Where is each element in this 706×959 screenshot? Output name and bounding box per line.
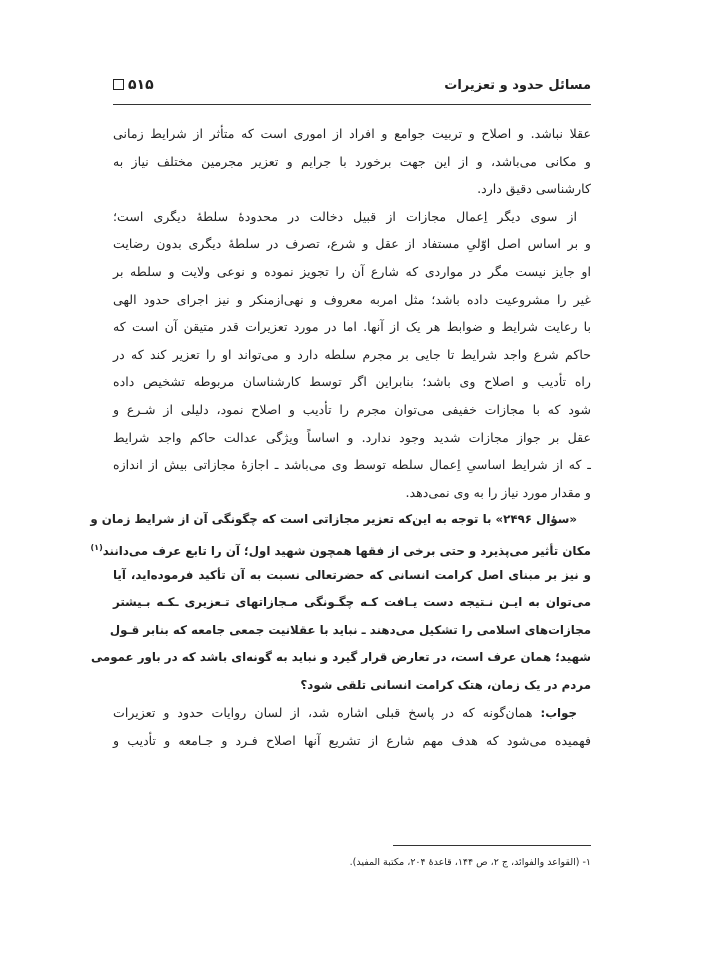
question-line <box>90 506 591 534</box>
paragraph-line: شود که با مجازات خفیفی می‌توان مجرم را تأدیب و اصلاح نمود، دلیلی از شـرع و <box>113 401 591 417</box>
question-line: مجازات‌های اسلامی را تشکیل می‌دهند ـ نباید با عقلانیت جمعی جامعه که بنابر قـول <box>109 622 591 637</box>
footnote-divider <box>393 845 591 846</box>
running-header <box>113 78 591 105</box>
footnote-marker: (۱) <box>90 542 103 552</box>
question-line: شهید؛ همان عرف است، در تعارض قرار گیرد و نباید به گونه‌ای باشد که در باور عمومی <box>91 650 591 665</box>
answer-line <box>113 699 591 727</box>
paragraph-line: عقلا نباشد. و اصلاح و تربیت جوامع و افراد از اموری است که متأثر از شرایط زمانی <box>113 126 591 141</box>
question-line: مردم در یک زمان، هتک کرامت انسانی تلقی شود؟ <box>300 677 591 692</box>
paragraph-line: کارشناسی دقیق دارد. <box>477 181 591 197</box>
question-number: «سؤال ۲۴۹۶» <box>495 512 577 527</box>
body-text <box>90 120 591 755</box>
running-header-title: مسائل حدود و تعزیرات <box>444 78 591 93</box>
paragraph-line: و بر اساس اصل اوّلیِ مستفاد از عقل و شرع، تصرف در سلطهٔ دیگری بدون رضایت <box>113 236 591 252</box>
answer-text: همان‌گونه که در پاسخ قبلی اشاره شد، از لسان روایات حدود و تعزیرات <box>113 705 533 721</box>
paragraph-line: و مکانی می‌باشد، و از این جهت برخورد با جرایم و تعزیر مجرمین مختلف نیاز به <box>113 153 591 169</box>
paragraph-line: ـ که از شرایط اساسیِ اِعمال سلطه توسط وی می‌باشد ـ اجازهٔ مجازاتی بیش از اندازه <box>113 457 591 473</box>
page-number-value: ۵۱۵ <box>128 77 154 93</box>
paragraph-line: از سوی دیگر اِعمال مجازات از قبیل دخالت در محدودهٔ سلطهٔ دیگری است؛ <box>113 208 577 224</box>
paragraph-line: حاکم شرع واجد شرایط تا جایی بر مجرم سلطه دارد و می‌تواند او را تعزیر کند که در <box>113 346 591 362</box>
paragraph-line: غیر را مشروعیت داده باشد؛ مثل امربه معروف و نهی‌ازمنکر و نیز اجرای حدود الهی <box>113 291 591 307</box>
paragraph-line: راه تأدیب و اصلاح وی باشد؛ بنابراین اگر توسط کارشناسان مربوطه تشخیص داده <box>113 374 591 390</box>
paragraph-line: با رعایت شرایط و ضوابط هر یک از آنها. اما در مورد تعزیرات قدر متیقن آن است که <box>113 319 591 335</box>
question-text: با توجه به این‌که تعزیر مجازاتی است که چگونگی آن از شرایط زمان و <box>90 512 492 527</box>
page-number <box>113 77 154 93</box>
paragraph-line: عقل بر جواز مجازات شدید وجود ندارد. و اساساً ویژگی عدالت حاکم واجد شرایط <box>113 429 591 445</box>
page-marker-square <box>113 79 124 90</box>
question-text: مکان تأثیر می‌پذیرد و حتی برخی از فقها همچون شهید اول؛ آن را تابع عرف می‌دانند <box>102 543 591 558</box>
question-line: و نیز بر مبنای اصل کرامت انسانی که حضرتعالی نسبت به آن تأکید فرموده‌اید، آیا <box>113 567 591 582</box>
paragraph-line: او جایز نیست مگر در مواردی که شارع آن را تجویز نموده و نوعی ولایت و سلطه بر <box>113 263 591 279</box>
question-line: می‌توان به ایـن نـتیجه دست یـافت کـه چگـونگی مـجازاتهای تـعزیری ـکـه بـیشتر <box>113 595 591 610</box>
footnote: ۱- (القواعد والفوائد، ج ۲، ص ۱۴۴، قاعدهٔ ۲۰۴، مکتبة المفید). <box>349 857 591 868</box>
paragraph-line: و مقدار مورد نیاز را به وی نمی‌دهد. <box>405 484 591 500</box>
answer-line: فهمیده می‌شود که هدف مهم شارع از تشریع آنها اصلاح فـرد و جـامعه و تأدیب و <box>113 733 591 749</box>
question-line <box>90 534 591 562</box>
answer-label: جواب: <box>540 706 577 721</box>
